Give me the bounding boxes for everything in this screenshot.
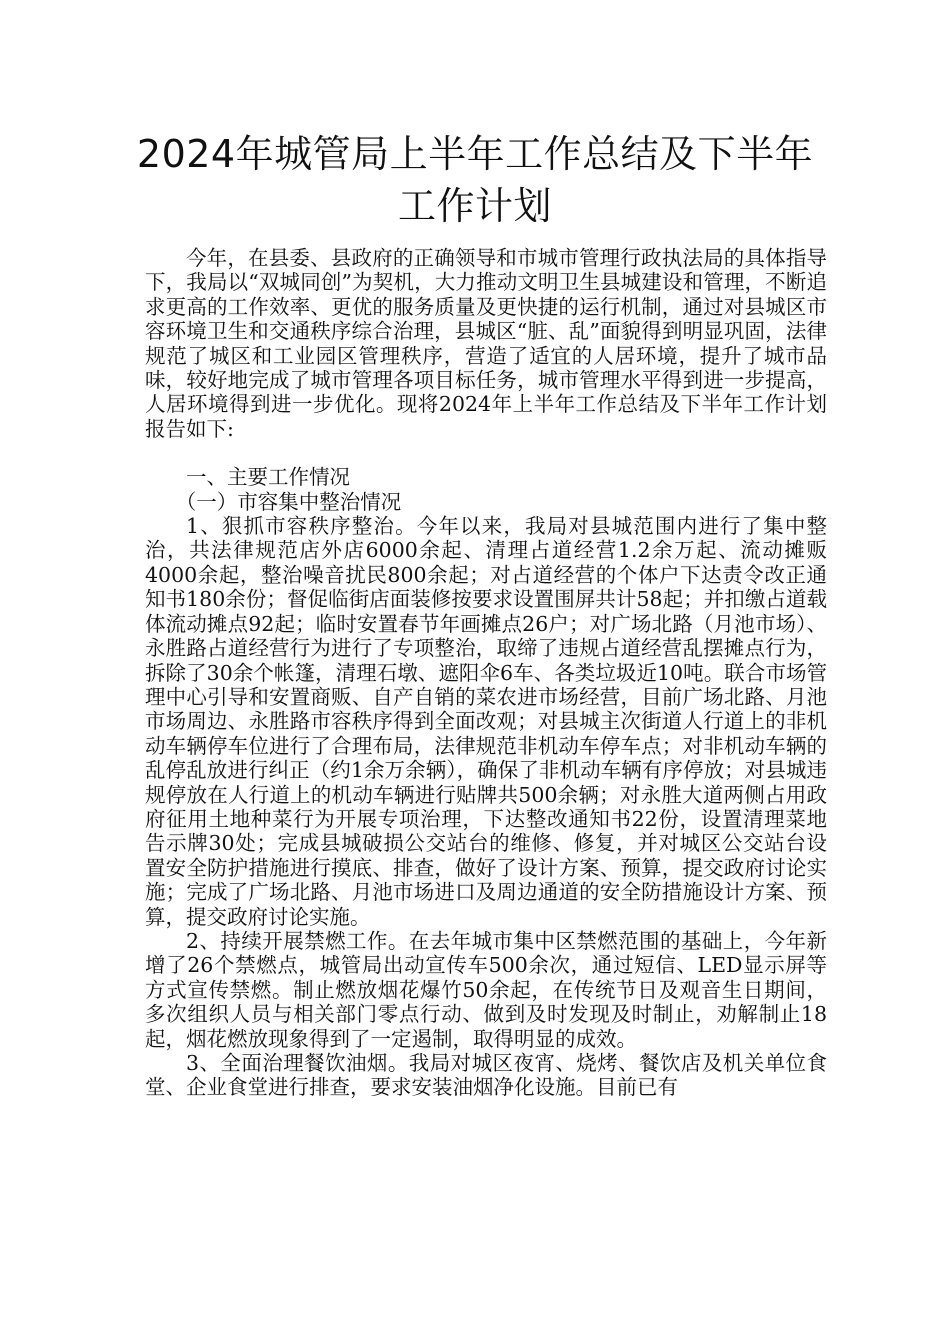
paragraph-spacer — [145, 441, 827, 465]
fireworks-ban-paragraph: 2、持续开展禁燃工作。在去年城市集中区禁燃范围的基础上，今年新增了26个禁燃点，城管局出动宣传车500余次，通过短信、LED显示屏等方式宣传禁燃。制止燃放烟花爆竹50余起，在传统节日及观音生日期间，多次组织人员与相关部门零点行动、做到及时发现及时制止，劝解制止18起，烟花燃放现象得到了一定遏制，取得明显的成效。 — [145, 928, 827, 1051]
subsection-heading: （一）市容集中整治情况 — [175, 489, 402, 514]
document-body — [145, 246, 827, 1100]
market-order-paragraph: 1、狠抓市容秩序整治。今年以来，我局对县城范围内进行了集中整治，共法律规范店外店6000余起、清理占道经营1.2余万起、流动摊贩4000余起，整治噪音扰民800余起；对占道经营的个体户下达责令改正通知书180余份；督促临街店面装修按要求设置围屏共计58起；并扣缴占道载体流动摊点92起；临时安置春节年画摊点26户；对广场北路（月池市场）、永胜路占道经营行为进行了专项整治，取缔了违规占道经营乱摆摊点行为，拆除了30余个帐篷，清理石墩、遮阳伞6车、各类垃圾近10吨。联合市场管理中心引导和安置商贩、自产自销的菜农进市场经营，目前广场北路、月池市场周边、永胜路市容秩序得到全面改观；对县城主次街道人行道上的非机动车辆停车位进行了合理布局，法律规范非机动车停车点；对非机动车辆的乱停乱放进行纠正（约1余万余辆），确保了非机动车辆有序停放；对县城违规停放在人行道上的机动车辆进行贴牌共500余辆；对永胜大道两侧占用政府征用土地种菜行为开展专项治理，下达整改通知书22份，设置清理菜地告示牌30处；完成县城破损公交站台的维修、修复，并对城区公交站台设置安全防护措施进行摸底、排查，做好了设计方案、预算，提交政府讨论实施；完成了广场北路、月池市场进口及周边通道的安全防措施设计方案、预算，提交政府讨论实施。 — [145, 514, 827, 929]
intro-paragraph: 今年，在县委、县政府的正确领导和市城市管理行政执法局的具体指导下，我局以“双城同创”为契机，大力推动文明卫生县城建设和管理，不断追求更高的工作效率、更优的服务质量及更快捷的运行机制，通过对县城区市容环境卫生和交通秩序综合治理，县城区“脏、乱”面貌得到明显巩固，法律规范了城区和工业园区管理秩序，营造了适宜的人居环境，提升了城市品味，较好地完成了城市管理各项目标任务，城市管理水平得到进一步提高，人居环境得到进一步优化。现将2024年上半年工作总结及下半年工作计划报告如下: — [145, 246, 827, 441]
document-title: 2024年城管局上半年工作总结及下半年工作计划 — [136, 132, 814, 228]
cooking-fumes-paragraph: 3、全面治理餐饮油烟。我局对城区夜宵、烧烤、餐饮店及机关单位食堂、企业食堂进行排查，要求安装油烟净化设施。目前已有 — [145, 1051, 827, 1100]
section-heading: 一、主要工作情况 — [186, 465, 350, 490]
